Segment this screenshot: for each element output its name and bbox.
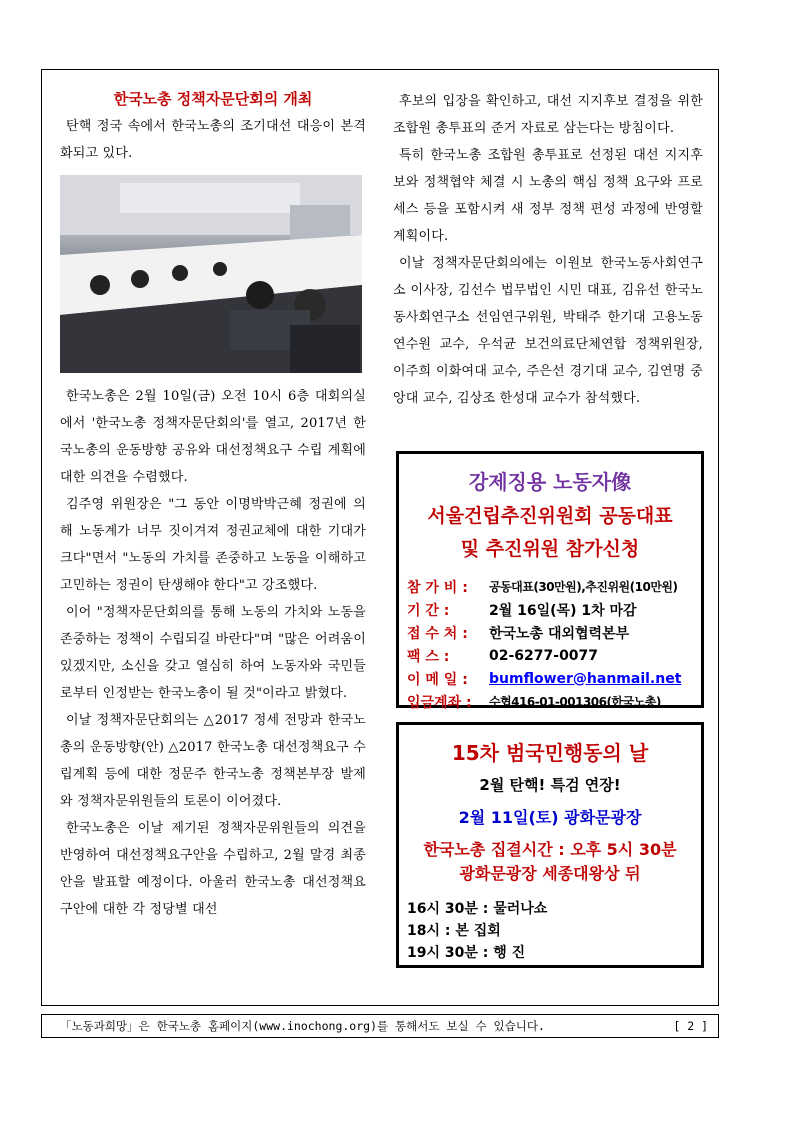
meeting-photo-illustration [60,175,362,373]
rally-title: 15차 범국민행동의 날 [451,741,649,765]
recruit-title-1: 강제징용 노동자像 [468,470,632,494]
rally-gather-info [399,838,701,886]
article-paragraph: 특히 한국노총 조합원 총투표로 선정된 대선 지지후보와 정책협약 체결 시 노총의 핵심 정책 요구와 프로세스 등을 포함시켜 새 정부 정책 편성 과정에 반영할 계획이다. [393,148,703,244]
schedule-item: 19시 30분 : 행 진 [407,945,526,961]
page-number: [ 2 ] [673,1019,708,1033]
info-label: 이 메 일 : [407,671,468,688]
article-paragraph: 이날 정책자문단회의에는 이원보 한국노동사회연구소 이사장, 김선수 법무법인 시민 대표, 김유선 한국노동사회연구소 선임연구위원, 박태주 한기대 고용노동연수원 교수, 우석균 보건의료단체연합 정책위원장, 이주희 이화여대 교수, 주은선 경기대 교수, 김연명 중앙대 교수, 김상조 한성대 교수가 참석했다. [393,256,703,406]
left-column [60,88,366,923]
info-value: 2월 16일(목) 1차 마감 [489,602,637,619]
recruit-title-2: 서울건립추진위원회 공동대표 [427,505,673,527]
info-value: 한국노총 대외협력본부 [489,625,630,642]
rally-date: 2월 11일(토) 광화문광장 [458,808,642,827]
article-headline: 한국노총 정책자문단회의 개최 [113,90,313,108]
info-label: 팩 스 : [407,648,450,665]
schedule-item: 16시 30분 : 물러나쇼 [407,901,548,917]
info-row-fee [407,575,701,598]
info-value: 수협416-01-001306(한국노총) [489,695,661,709]
info-row-fax [407,644,701,667]
schedule-item: 18시 : 본 집회 [407,923,501,939]
article-paragraph: 탄핵 정국 속에서 한국노총의 조기대선 대응이 본격화되고 있다. [60,119,366,161]
article-paragraph: 한국노총은 2월 10일(금) 오전 10시 6층 대회의실에서 '한국노총 정책자문단회의'를 열고, 2017년 한국노총의 운동방향 공유와 대선정책요구 수립 계획에 대한 의견을 수렴했다. [60,389,366,485]
recruit-info [407,575,701,713]
info-label: 입금계좌 : [407,694,472,711]
rally-notice-box [396,722,704,968]
article-paragraph: 한국노총은 이날 제기된 정책자문위원들의 의견을 반영하여 대선정책요구안을 수립하고, 2월 말경 최종안을 발표할 예정이다. 아울러 한국노총 대선정책요구안에 대한 각 정당별 대선 [60,821,366,917]
article-paragraph: 김주영 위원장은 "그 동안 이명박박근혜 정권에 의해 노동계가 너무 짓이겨져 정권교체에 대한 기대가 크다"면서 "노동의 가치를 존중하고 노동을 이해하고 고민하는 정권이 탄생해야 한다"고 강조했다. [60,497,366,593]
info-value: 공동대표(30만원),추진위원(10만원) [489,580,678,594]
info-value: 02-6277-0077 [489,647,599,664]
footer-text: 「노동과희망」은 한국노총 홈페이지(www.inochong.org)를 통해서도 보실 수 있습니다. [60,1019,545,1033]
info-label: 참 가 비 : [407,579,468,596]
article-paragraph: 이날 정책자문단회의는 △2017 정세 전망과 한국노총의 운동방향(안) △2017 한국노총 대선정책요구 수립계획 등에 대한 정문주 한국노총 정책본부장 발제와 정책자문위원들의 토론이 이어졌다. [60,713,366,809]
info-row-email [407,667,701,690]
info-row-account [407,690,701,713]
meeting-photo [60,175,362,373]
right-column [393,88,703,412]
info-row-period [407,598,701,621]
page-footer [41,1014,719,1038]
recruit-title-3: 및 추진위원 참가신청 [460,538,640,560]
rally-gather-place: 광화문광장 세종대왕상 뒤 [459,864,641,883]
recruit-notice-box [396,451,704,711]
article-paragraph: 이어 "정책자문단회의를 통해 노동의 가치와 노동을 존중하는 정책이 수립되길 바란다"며 "많은 어려움이 있겠지만, 소신을 갖고 열심히 하여 노동자와 국민들로부터 인정받는 한국노총이 될 것"이라고 밝혔다. [60,605,366,701]
email-link[interactable]: bumflower@hanmail.net [489,670,682,687]
info-label: 기 간 : [407,602,450,619]
info-row-office [407,621,701,644]
info-label: 접 수 처 : [407,625,468,642]
rally-gather-time: 한국노총 집결시간 : 오후 5시 30분 [423,840,677,859]
article-paragraph: 후보의 입장을 확인하고, 대선 지지후보 결정을 위한 조합원 총투표의 준거 자료로 삼는다는 방침이다. [393,94,703,136]
rally-schedule [407,898,701,964]
rally-subtitle: 2월 탄핵! 특검 연장! [479,776,621,794]
